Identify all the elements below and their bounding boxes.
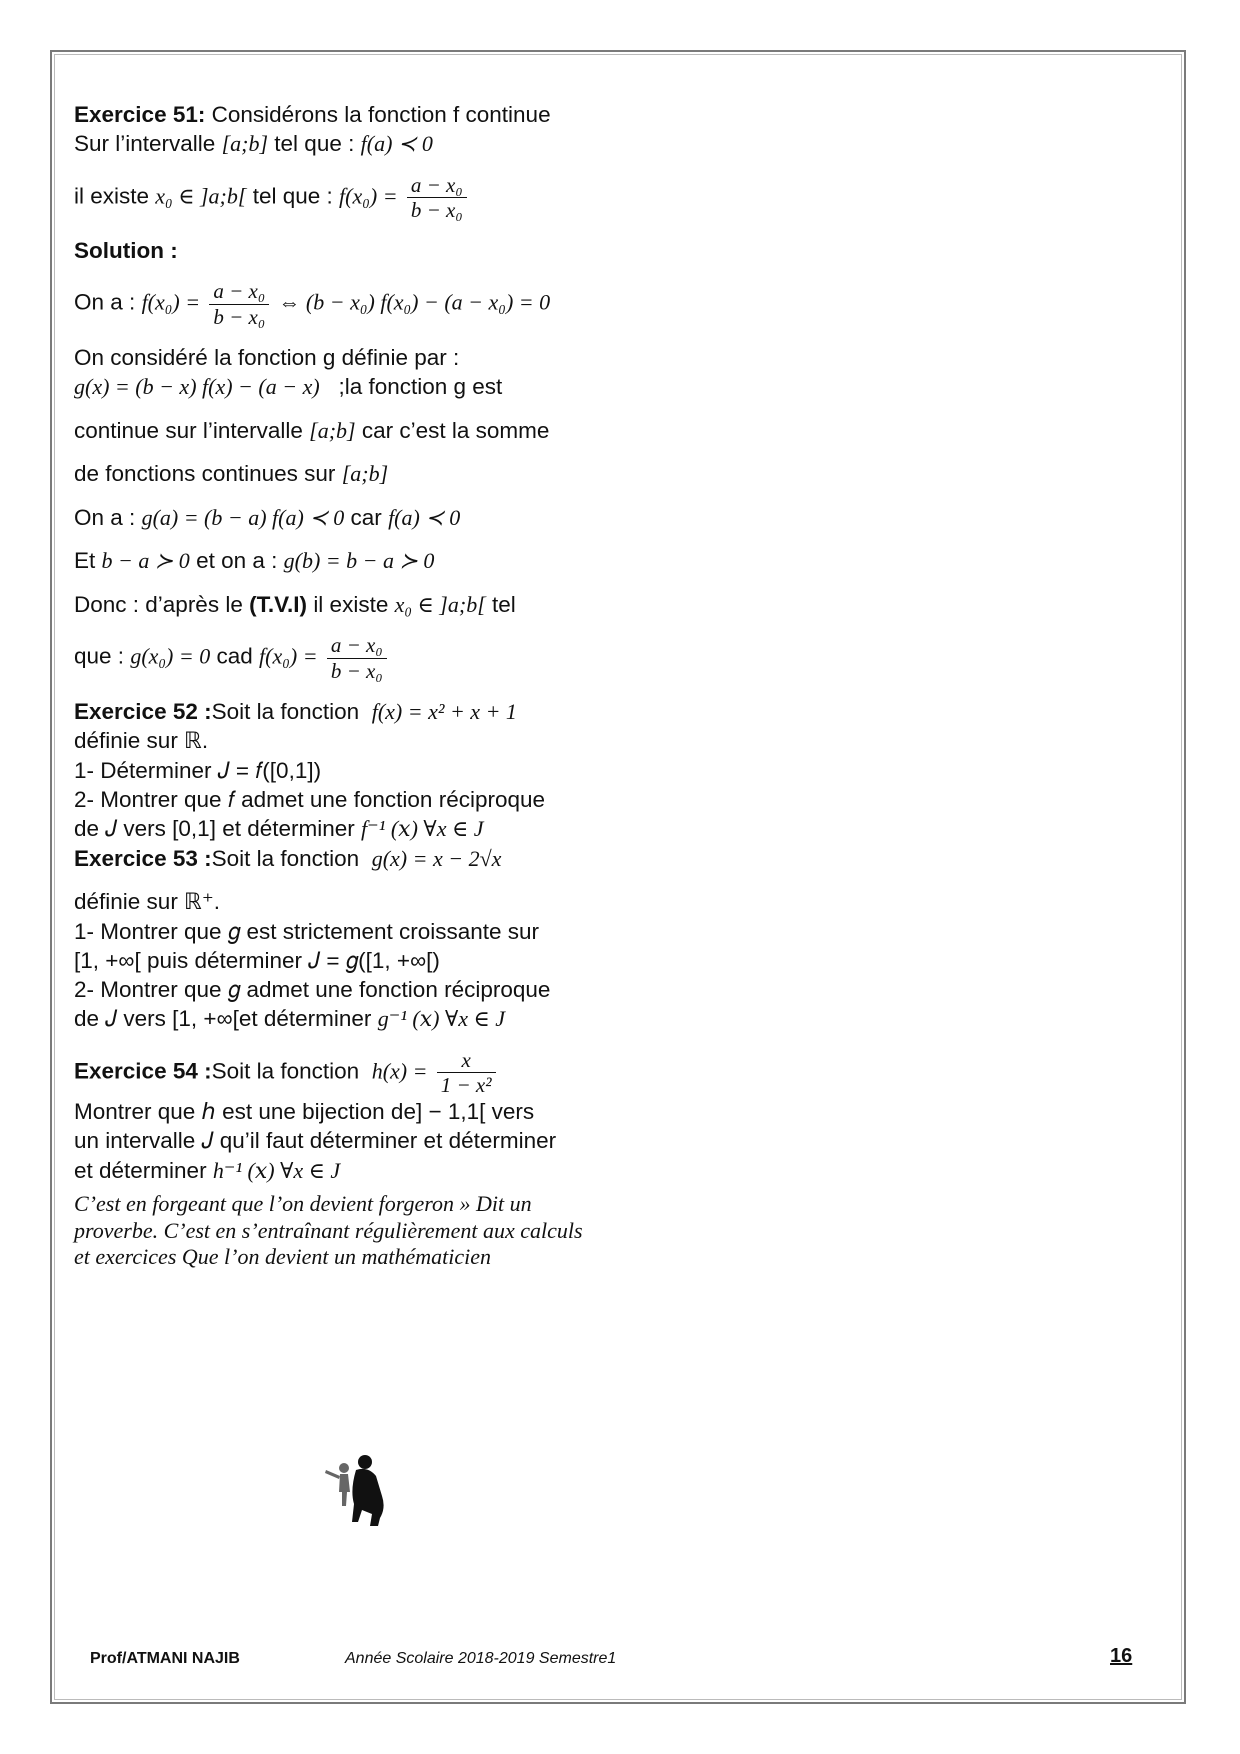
ex52-def: définie sur ℝ. (74, 728, 209, 754)
ex52-q2a: 2- Montrer que 𝑓 admet une fonction réciproque (74, 786, 546, 812)
ex54-l2: un intervalle 𝐽 qu’il faut déterminer et déterminer (74, 1128, 557, 1154)
ex54-l1: Montrer que ℎ est une bijection de] − 1,1[ vers (74, 1099, 535, 1125)
solution-ga: On a : g(a) = (b − a) f(a) ≺ 0 car f(a) ≺ 0 (74, 504, 461, 530)
solution-fraction-2: $\frac{\text{a − x₀}}{\text{b − x₀}}$ (327, 633, 387, 682)
page-content (74, 100, 614, 1292)
solution-donc: Donc : d’après le (T.V.I) il existe x₀ ∈ ]a;b[ tel (74, 591, 516, 617)
ex54-fraction: $\frac{x}{\text{1 − x²}}$ (437, 1048, 496, 1097)
ex52-q2b: de 𝐽 vers [0,1] et déterminer f⁻¹ (𝑥) ∀x ∈ J (74, 816, 484, 842)
solution-line1: On a : f(x₀) = $\frac{\text{a − x₀}}{\text{b − x₀}}$ ⇔ (b − x₀) f(x₀) − (a − x₀) = 0 (74, 279, 551, 329)
ex52-line1: Exercice 52 :Soit la fonction f(x) = x² + x + 1 (74, 698, 517, 724)
ex53-def: définie sur ℝ⁺. (74, 889, 221, 915)
ex51-line1: Exercice 51: Considérons la fonction f continue (74, 102, 551, 127)
ex51-fraction: $\frac{\text{a − x₀}}{\text{b − x₀}}$ (407, 173, 467, 222)
footer-author: Prof/ATMANI NAJIB (90, 1650, 240, 1667)
ex51-line3: il existe x₀ ∈ ]a;b[ tel que : f(x₀) = $\frac{\text{a − x₀}}{\text{b − x₀}}$ (74, 173, 614, 222)
ex52-title: Exercice 52 : (74, 698, 212, 724)
solution-line-g: On considéré la fonction g définie par : (74, 344, 460, 370)
ex54-l3: et déterminer h⁻¹ (𝑥) ∀x ∈ J (74, 1157, 341, 1183)
proverb-quote: C’est en forgeant que l’on devient forgeron » Dit un proverbe. C’est en s’entraînant régulièrement aux calculs et exercices Que l’on devient un mathématicien (74, 1191, 583, 1270)
solution-sum: de fonctions continues sur [a;b] (74, 461, 389, 487)
solution-gdef: g(x) = (b − x) f(x) − (a − x) ;la fonction g est (74, 373, 503, 399)
ex52-q1: 1- Déterminer 𝐽 = 𝑓([0,1]) (74, 757, 322, 783)
ex54-title: Exercice 54 : (74, 1058, 212, 1084)
solution-fraction: $\frac{\text{a − x₀}}{\text{b − x₀}}$ (209, 279, 269, 328)
ex51-line2: Sur l’intervalle [a;b] tel que : f(a) ≺ 0 (74, 131, 433, 157)
ex53-line1: Exercice 53 :Soit la fonction g(x) = x − 2√x (74, 845, 502, 871)
teacher-child-silhouette-icon (320, 1448, 390, 1528)
page-number: 16 (1110, 1645, 1133, 1667)
footer-year: Année Scolaire 2018-2019 Semestre1 (345, 1650, 617, 1667)
solution-title: Solution : (74, 238, 178, 264)
ex51-title: Exercice 51: (74, 102, 206, 127)
solution-conclusion: que : g(x₀) = 0 cad f(x₀) = $\frac{\text{a − x₀}}{\text{b − x₀}}$ (74, 633, 614, 682)
ex53-q1a: 1- Montrer que 𝑔 est strictement croissante sur (74, 918, 540, 944)
ex53-title: Exercice 53 : (74, 845, 212, 871)
solution-gb: Et b − a ≻ 0 et on a : g(b) = b − a ≻ 0 (74, 548, 435, 574)
ex53-q2a: 2- Montrer que 𝑔 admet une fonction réciproque (74, 977, 551, 1003)
solution-continue: continue sur l’intervalle [a;b] car c’est la somme (74, 417, 550, 443)
ex53-q2b: de 𝐽 vers [1, +∞[et déterminer g⁻¹ (𝑥) ∀x ∈ J (74, 1006, 506, 1032)
ex53-q1b: [1, +∞[ puis déterminer 𝐽 = 𝑔([1, +∞[) (74, 947, 440, 973)
ex54-line1: Exercice 54 :Soit la fonction h(x) = $\frac{x}{\text{1 − x²}}$ (74, 1048, 614, 1097)
